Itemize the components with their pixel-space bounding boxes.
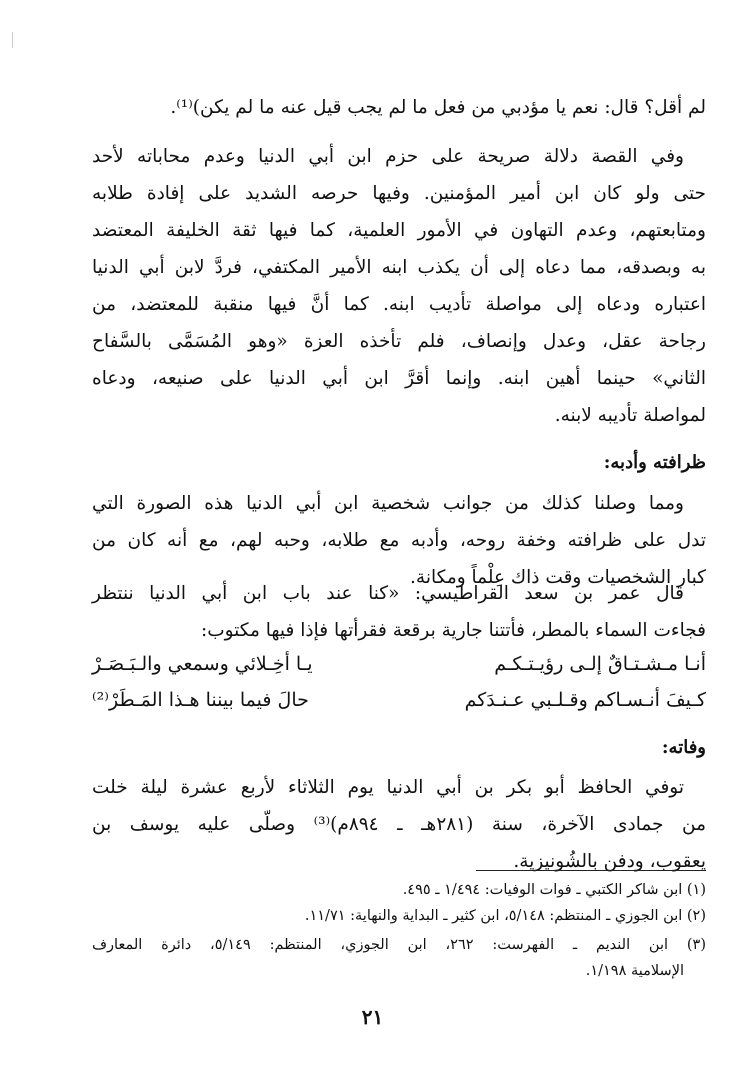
text-line: ومتابعتهم، وعدم التهاون في الأمور العلمية، كما فيها ثقة الخليفة المعتضد <box>92 220 706 241</box>
section-heading-death: وفاته: <box>661 737 706 758</box>
poem-verse <box>92 684 706 716</box>
verse-second-hemistich: حالَ فيما بيننا هـذا المَـطَرْ⁽²⁾ <box>92 689 309 711</box>
text-line: من جمادى الآخرة، سنة (٢٨١هـ ـ ٨٩٤م)⁽³⁾ وصلّى عليه يوسف بن <box>92 814 706 835</box>
text-line: يعقوب، ودفن بالشُونيزية. <box>513 851 706 872</box>
footnote-2: (٢) ابن الجوزي ـ المنتظم: ٥/١٤٨، ابن كثير ـ البداية والنهاية: ١١/٧١. <box>304 908 706 924</box>
text-line: رجاحة عقل، وعدل وإنصاف، فلم تأخذه العزة «وهو المُسَمَّى بالسَّفاح <box>92 331 706 352</box>
footnote-separator <box>476 870 706 871</box>
verse-first-hemistich: أنـا مـشـتـاقٌ إلـى رؤيـتـكـم <box>494 653 706 675</box>
text-line: اعتباره ودعاه إلى مواصلة تأديب ابنه. كما أنَّ فيها منقبة للمعتضد، من <box>92 294 706 315</box>
text-line: ومما وصلنا كذلك من جوانب شخصية ابن أبي الدنيا هذه الصورة التي <box>92 493 684 514</box>
footnote-3-continuation: الإسلامية ١/١٩٨. <box>585 963 684 979</box>
text-line: الثاني» حينما أهين ابنه. وإنما أقرَّ ابن أبي الدنيا على صنيعه، ودعاه <box>92 368 706 389</box>
text-line: فجاءت السماء بالمطر، فأتتنا جارية برقعة فقرأتها فإذا فيها مكتوب: <box>200 620 706 641</box>
scan-mark <box>12 32 13 48</box>
footnote-1: (١) ابن شاكر الكتبي ـ فوات الوفيات: ١/٤٩٤ ـ ٤٩٥. <box>402 882 706 898</box>
verse-second-hemistich: يـا أخِـلائي وسمعي والـبَـصَـرْ <box>92 653 313 675</box>
poem-verse <box>92 648 706 680</box>
text-line: توفي الحافظ أبو بكر بن أبي الدنيا يوم الثلاثاء لأربع عشرة ليلة خلت <box>92 777 684 798</box>
text-line: حتى ولو كان ابن أمير المؤمنين. وفيها حرصه الشديد على إفادة طلابه <box>92 183 706 204</box>
page-number: ٢١ <box>361 1005 384 1029</box>
footnote-3: (٣) ابن النديم ـ الفهرست: ٢٦٢، ابن الجوزي، المنتظم: ٥/١٤٩، دائرة المعارف <box>92 937 706 953</box>
text-line: لمواصلة تأديبه لابنه. <box>554 405 706 426</box>
text-line: وفي القصة دلالة صريحة على حزم ابن أبي الدنيا وعدم محاباته لأحد <box>92 146 684 167</box>
text-line: لم أقل؟ قال: نعم يا مؤدبي من فعل ما لم يجب قيل عنه ما لم يكن)⁽¹⁾. <box>170 97 706 118</box>
text-line: قال عمر بن سعد القراطيسي: «كنا عند باب ابن أبي الدنيا ننتظر <box>92 583 684 604</box>
text-line: كبار الشخصيات وقت ذاك عِلْماً ومكانة. <box>410 567 706 588</box>
text-line: تدل على ظرافته وخفة روحه، وأدبه مع طلابه، وحبه لهم، مع أنه كان من <box>92 530 706 551</box>
verse-first-hemistich: كـيفَ أنـسـاكم وقـلـبي عـنـدَكم <box>464 689 706 711</box>
section-heading-wit: ظرافته وأدبه: <box>603 452 706 473</box>
text-line: به وبصدقه، مما دعاه إلى أن يكذب ابنه الأمير المكتفي، فردَّ لابن أبي الدنيا <box>92 257 706 278</box>
